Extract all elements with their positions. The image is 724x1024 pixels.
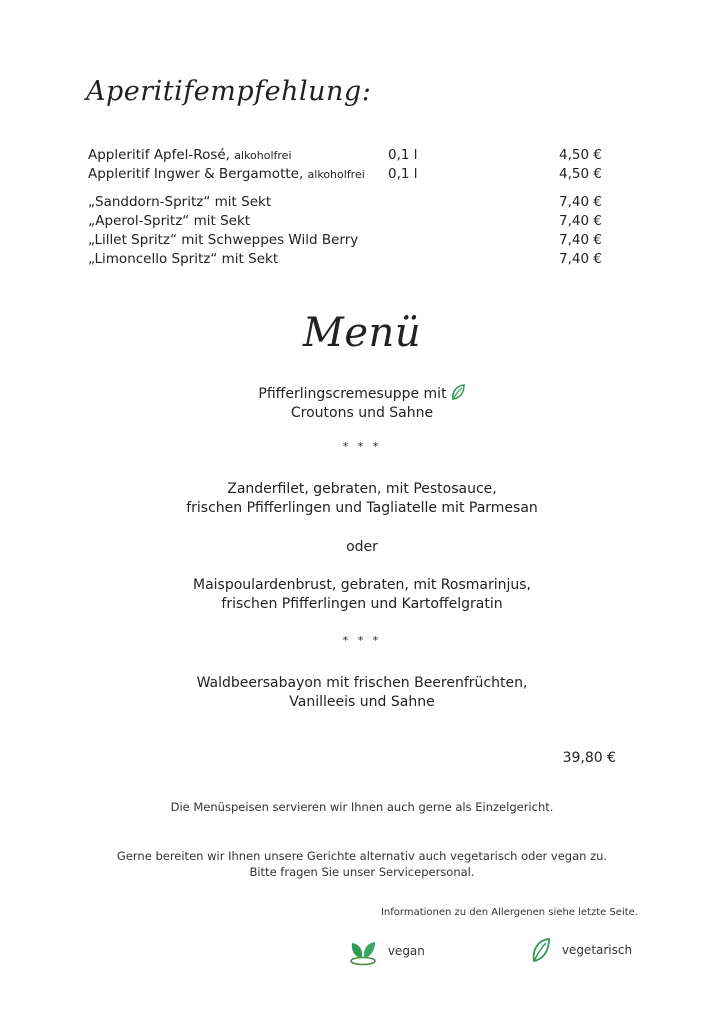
- course-dessert: [0, 674, 724, 712]
- drink-price: 4,50 €: [559, 147, 602, 163]
- drink-row: [88, 146, 608, 165]
- vegan-leaves-icon: [348, 936, 378, 966]
- vegetarian-note-line1: Gerne bereiten wir Ihnen unsere Gerichte alternativ auch vegetarisch oder vegan zu.: [116, 849, 608, 863]
- legend-vegan: [348, 936, 425, 966]
- vegetarian-note-line2: Bitte fragen Sie unser Servicepersonal.: [249, 865, 475, 879]
- vegetarian-label: vegetarisch: [561, 943, 633, 957]
- starter-line2: Croutons und Sahne: [290, 405, 434, 421]
- aperitif-list: [88, 146, 608, 269]
- drink-row: [88, 231, 608, 250]
- drink-name: „Lillet Spritz“ mit Schweppes Wild Berry: [88, 232, 359, 248]
- drink-row: [88, 250, 608, 269]
- vegan-label: vegan: [387, 944, 425, 958]
- main-a-line1: Zanderfilet, gebraten, mit Pestosauce,: [227, 481, 497, 497]
- or-label: oder: [346, 539, 378, 555]
- drink-name: „Sanddorn-Spritz“ mit Sekt: [88, 194, 272, 210]
- drink-note: alkoholfrei: [234, 149, 292, 162]
- course-main-b: [0, 576, 724, 614]
- allergen-note: Informationen zu den Allergenen siehe letzte Seite.: [380, 907, 638, 918]
- course-separator: * * *: [342, 440, 382, 453]
- drink-row: [88, 193, 608, 212]
- vegetarian-leaf-icon: [530, 936, 552, 964]
- drink-name: „Aperol-Spritz“ mit Sekt: [88, 213, 251, 229]
- drink-volume: 0,1 l: [388, 147, 418, 163]
- drink-row: [88, 212, 608, 231]
- menu-heading: Menü: [302, 310, 422, 356]
- main-b-line1: Maispoulardenbrust, gebraten, mit Rosmarinjus,: [193, 577, 531, 593]
- drink-price: 7,40 €: [559, 194, 602, 210]
- vegetarian-leaf-icon: [450, 383, 466, 401]
- drink-row: [88, 165, 608, 184]
- drink-note: alkoholfrei: [307, 168, 365, 181]
- vegetarian-note: [0, 848, 724, 880]
- course-starter: [0, 383, 724, 423]
- drink-name: Appleritif Ingwer & Bergamotte,: [88, 166, 304, 182]
- legend-vegetarian: [530, 936, 632, 964]
- drink-volume: 0,1 l: [388, 166, 418, 182]
- menu-price: 39,80 €: [562, 750, 616, 766]
- course-main-a: [0, 480, 724, 518]
- main-a-line2: frischen Pfifferlingen und Tagliatelle mit Parmesan: [186, 500, 538, 516]
- course-separator: * * *: [342, 634, 382, 647]
- dessert-line2: Vanilleeis und Sahne: [289, 694, 435, 710]
- drink-price: 7,40 €: [559, 232, 602, 248]
- drink-name: Appleritif Apfel-Rosé,: [88, 147, 230, 163]
- drink-price: 7,40 €: [559, 213, 602, 229]
- drink-price: 4,50 €: [559, 166, 602, 182]
- drink-price: 7,40 €: [559, 251, 602, 267]
- single-dish-note: Die Menüspeisen servieren wir Ihnen auch gerne als Einzelgericht.: [170, 800, 554, 814]
- drink-name: „Limoncello Spritz“ mit Sekt: [88, 251, 279, 267]
- dessert-line1: Waldbeersabayon mit frischen Beerenfrüchten,: [196, 675, 528, 691]
- aperitif-heading: Aperitifempfehlung:: [86, 76, 372, 107]
- main-b-line2: frischen Pfifferlingen und Kartoffelgratin: [221, 596, 503, 612]
- starter-line1: Pfifferlingscremesuppe mit: [258, 386, 447, 402]
